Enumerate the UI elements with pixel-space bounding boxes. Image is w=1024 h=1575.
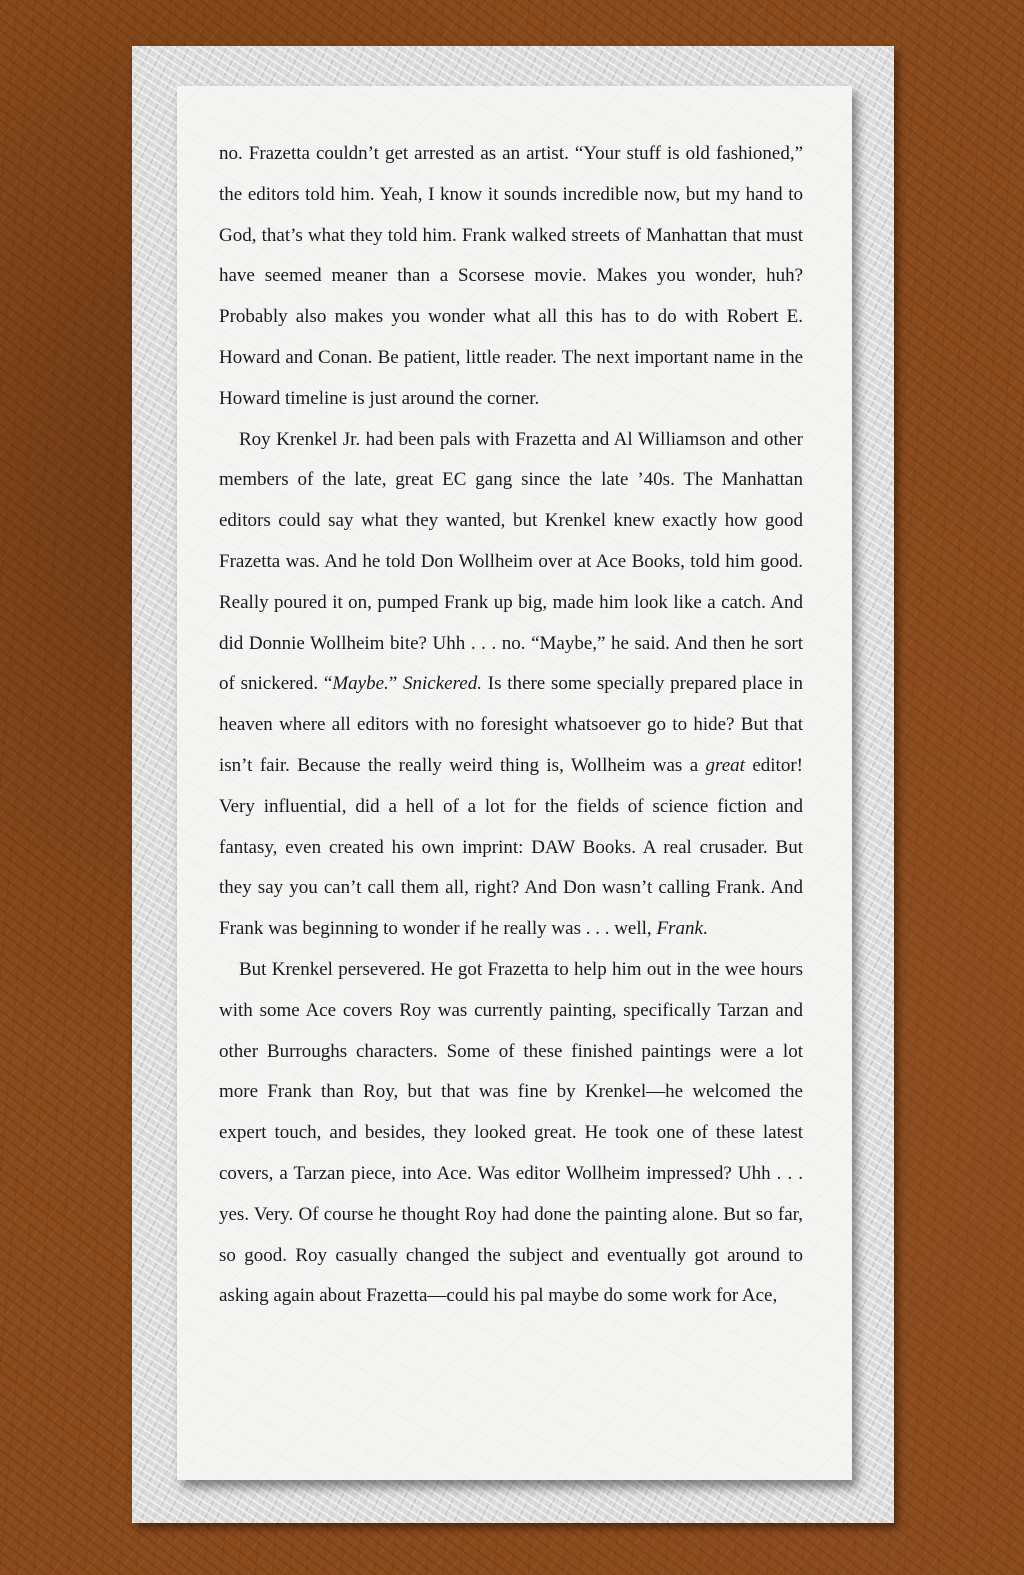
paragraph-2-text: Roy Krenkel Jr. had been pals with Frazetta and Al Williamson and other members of the late, great EC gang since the late ’40s. The Manhattan editors could say what they wanted, but Krenkel knew exactly how good Frazetta was. And he told Don Wollheim over at Ace Books, told him good. Really poured it on, pumped Frank up big, made him look like a catch. And did Donnie Wollheim bite? Uhh . . . no. “Maybe,” he said. And then he sort of snickered. “ bbox=[219, 428, 803, 695]
paragraph-3 bbox=[219, 950, 803, 1317]
paragraph-2-text-cont-2: editor! Very influential, did a hell of a lot for the fields of science fiction and fantasy, even created his own imprint: DAW Books. A real crusader. But they say you can’t call them all, right? And Don wasn’t calling Frank. And Frank was beginning to wonder if he really was . . . well, bbox=[219, 754, 803, 940]
paragraph-3-text: But Krenkel persevered. He got Frazetta to help him out in the wee hours with some Ace covers Roy was currently painting, specifically Tarzan and other Burroughs characters. Some of these finished paintings were a lot more Frank than Roy, but that was fine by Krenkel—he welcomed the expert touch, and besides, they looked great. He took one of these latest covers, a Tarzan piece, into Ace. Was editor Wollheim impressed? Uhh . . . yes. Very. Of course he thought Roy had done the painting alone. But so far, so good. Roy casually changed the subject and eventually got around to asking again about Frazetta—could his pal maybe do some work for Ace, bbox=[219, 958, 803, 1307]
paragraph-2-text-cont: Is there some specially prepared place in heaven where all editors with no foresight whatsoever go to hide? But that isn’t fair. Because the really weird thing is, Wollheim was a bbox=[219, 673, 804, 776]
italic-maybe: Maybe. bbox=[332, 673, 389, 695]
paragraph-1-text: no. Frazetta couldn’t get arrested as an artist. “Your stuff is old fashioned,” the editors told him. Yeah, I know it sounds incredible now, but my hand to God, that’s what they told him. Frank walked streets of Manhattan that must have seemed meaner than a Scorsese movie. Makes you wonder, huh? Probably also makes you wonder what all this has to do with Robert E. Howard and Conan. Be patient, little reader. The next important name in the Howard timeline is just around the corner. bbox=[219, 143, 803, 409]
italic-snickered: Snickered. bbox=[403, 673, 482, 695]
closing-quote: ” bbox=[388, 673, 404, 695]
italic-great: great bbox=[705, 754, 745, 776]
paragraph-2-period: . bbox=[702, 918, 708, 940]
paragraph-1 bbox=[219, 134, 803, 420]
text-page bbox=[177, 86, 852, 1480]
paragraph-2 bbox=[219, 420, 803, 950]
body-text-column bbox=[219, 134, 803, 1317]
italic-frank: Frank bbox=[656, 918, 703, 940]
